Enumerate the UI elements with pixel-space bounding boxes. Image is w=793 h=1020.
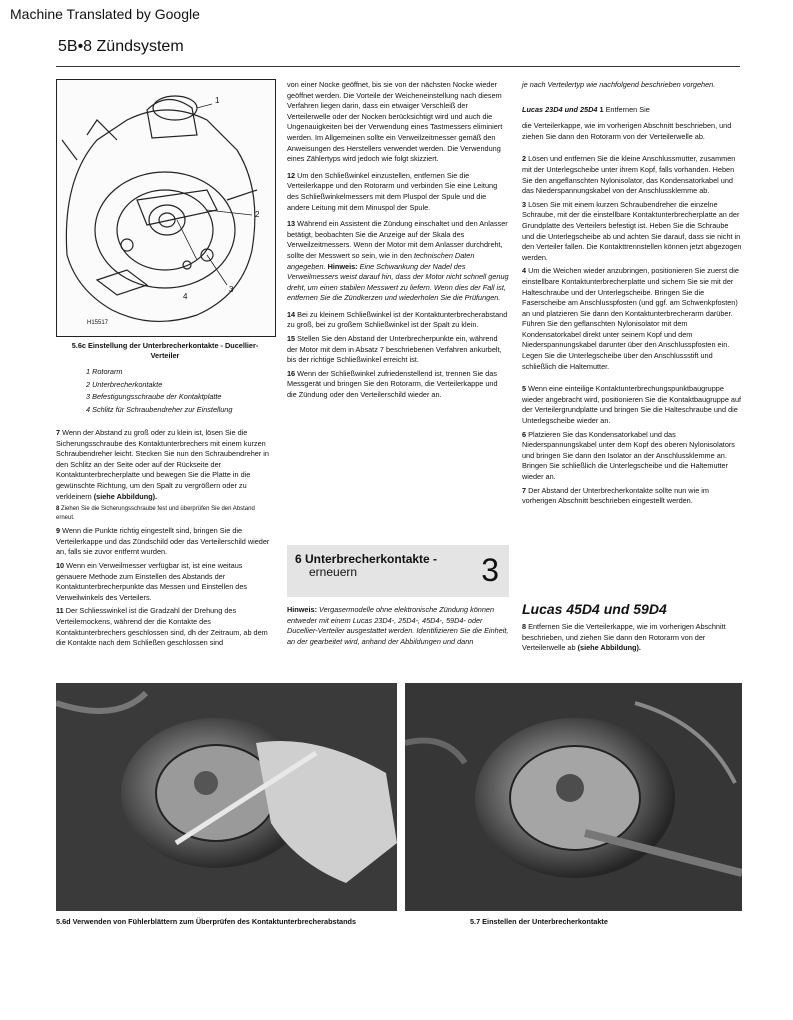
figure-caption-56c: 5.6c Einstellung der Unterbrecherkontakte - Ducellier-Verteiler — [71, 341, 259, 360]
para-num: 8 — [522, 622, 527, 631]
para-text: Platzieren Sie das Kondensatorkabel und das Niederspannungskabel unter dem Kopf des oberen Nylonisolators und bringen Sie dann den Isolator an der Anschlussklemme an. Bringen Sie schließlich die Unterlegscheibe und die Haltemutter wieder an. — [522, 429, 735, 481]
para-text: Der Abstand der Unterbrecherkontakte sollte nun wie im vorherigen Abschnitt beschrieben eingestellt werden. — [522, 485, 709, 506]
photo-feeler-gauge — [56, 683, 397, 911]
paragraph-9 — [56, 526, 274, 558]
para-num: 5 — [522, 384, 527, 394]
para-num: 7 — [56, 428, 61, 437]
legend-item: 2 Unterbrecherkontakte — [86, 379, 163, 389]
para-text: Der Schliesswinkel ist die Gradzahl der Drehung des Verteilernockens, während der die Kontakte des Kontaktunterbrechers geschlossen sind, dh der Zeitraum, ab dem die Kontakte nach dem Schließen geschlossen sind — [56, 606, 268, 648]
para-num: 9 — [56, 526, 61, 536]
photo-caption-1: 5.6d Verwenden von Fühlerblättern zum Überprüfen des Kontaktunterbrecherabstands — [56, 917, 357, 926]
figure-marker-4: 4 — [183, 292, 188, 301]
legend-item: 1 Rotorarm — [86, 367, 123, 376]
paragraph-12 — [287, 171, 509, 213]
para-num: 15 — [287, 334, 296, 344]
paragraph-14 — [287, 310, 509, 331]
lucas-45d4-heading: Lucas 45D4 und 59D4 — [522, 601, 667, 617]
hinweis-paragraph — [287, 605, 509, 647]
paragraph-15 — [287, 334, 509, 366]
para-num: 14 — [287, 309, 296, 319]
para-num: 8 — [56, 506, 60, 513]
machine-translated-note: Machine Translated by Google — [10, 6, 200, 22]
column-3-text — [522, 80, 742, 510]
section-title: 6 Unterbrecherkontakte - — [295, 552, 438, 566]
para-num: 4 — [522, 266, 527, 276]
para-num: 12 — [287, 170, 296, 180]
page-title: 5B•8 Zündsystem — [58, 38, 184, 55]
photo-adjusting-contacts — [405, 683, 742, 911]
paragraph-lucas-1 — [522, 105, 742, 116]
para-num: 6 — [522, 429, 527, 439]
para-text: Stellen Sie den Abstand der Unterbrecherpunkte ein, während der Motor mit dem in Absatz 7 beschriebenen Verfahren ankurbelt, bis der richtige Schließwinkel erreicht ist. — [287, 334, 502, 365]
para-num: 7 — [522, 485, 527, 495]
figure-marker-3: 3 — [229, 285, 234, 294]
hinweis-label: Hinweis: — [327, 261, 358, 271]
para-text: Entfernen Sie — [605, 104, 650, 114]
para-text: Um den Schließwinkel einzustellen, entfernen Sie die Verteilerkappe und den Rotorarm und verbinden Sie eine Leitung des Schließwinkelmessers mit dem Pluspol der Spule und die andere Leitung mit dem Minuspol der Spule. — [287, 170, 498, 212]
figure-ref-code: H15517 — [87, 320, 109, 326]
para-num: 1 — [599, 104, 604, 114]
figure-marker-2: 2 — [255, 210, 260, 219]
header-rule — [56, 66, 740, 67]
para-num: 2 — [522, 154, 527, 164]
para-text: Während ein Assistent die Zündung einschaltet und den Anlasser betätigt, beobachten Sie die Anzeige auf der Skala des Verweilzeitmessers. Wenn der Motor mit dem Anlasser durchdreht, sollte der Messwert so sein, wie in den — [287, 219, 508, 260]
para-ref: (siehe Abbildung). — [577, 643, 641, 653]
paragraph-11 — [56, 606, 274, 648]
paragraph-lucas-6 — [522, 430, 742, 483]
photo-illustration — [56, 683, 397, 911]
photo-illustration — [405, 683, 742, 911]
para-text: Wenn der Abstand zu groß oder zu klein ist, lösen Sie die Sicherungsschraube des Kontaktunterbrechers mit einem kurzen Schraubendreher leicht. Stecken Sie nun den Schraubendreher in den Schlitz an der Seite oder auf der Rückseite der Kontaktunterbrecherplatte und bewegen Sie die Platte in die gewünschte Richtung, um den Spalt zu vergrößern oder zu verkleinern — [56, 428, 269, 501]
para-text: Entfernen Sie die Verteilerkappe, wie im vorherigen Abschnitt beschrieben, und ziehen Sie dann den Rotorarm von der Verteilerwelle ab — [522, 622, 726, 653]
para-text: Um die Weichen wieder anzubringen, positionieren Sie zuerst die einstellbare Kontaktunterbrecherplatte und sichern Sie sie mit der Halteschraube und der Unterlegscheibe. Bringen Sie die Faserscheibe am Anschlusspfosten (und ggf. am Schwenkpfosten) an und platzieren Sie dann den Kontaktunterbrecherarm darüber. Führen Sie den geflanschten Nylonisolator mit dem Kondensatorkabel direkt unter seinem Kopf und dem Niederspannungskabel darunter über den Anschlusspfosten ein. Legen Sie die Unterlegscheibe über den Anschlussstift und schließlich die Haltemutter. — [522, 266, 739, 371]
legend-item: 3 Befestigungsschraube der Kontaktplatte — [86, 392, 222, 401]
para-ref: (siehe Abbildung). — [93, 491, 158, 501]
para-text: Wenn die Punkte richtig eingestellt sind, bringen Sie die Verteilerkappe und das Zündschild oder das Verteilerschild wieder an, falls sie zuvor entfernt wurden. — [56, 526, 270, 557]
figure-distributor-diagram — [56, 79, 276, 337]
section-6-note — [287, 605, 509, 650]
legend-item: 4 Schlitz für Schraubendreher zur Einstellung — [86, 404, 233, 414]
para-num: 10 — [56, 560, 65, 570]
sub-heading: Lucas 23D4 und 25D4 — [522, 104, 598, 114]
section-6-heading — [287, 545, 509, 597]
paragraph-lucas-3 — [522, 200, 742, 264]
paragraph-lucas-1b — [522, 121, 742, 142]
paragraph-lucas-7 — [522, 486, 742, 507]
photo-caption-2: 5.7 Einstellen der Unterbrecherkontakte — [470, 917, 608, 926]
paragraph-13 — [287, 219, 509, 304]
para-text: Ziehen Sie die Sicherungsschraube fest und überprüfen Sie den Abstand erneut. — [56, 506, 255, 522]
difficulty-number: 3 — [481, 552, 499, 588]
hinweis-text: Vergasermodelle ohne elektronische Zündung können entweder mit einem Lucas 23D4-, 25D4-, 45D4-, 59D4- oder Ducellier-Verteiler ausgestattet werden. Identifizieren Sie die Einheit, an der gearbeitet wird, anhand der Abbildungen und dann — [287, 605, 509, 646]
figure-marker-1: 1 — [215, 96, 220, 105]
para-text: Wenn der Schließwinkel zufriedenstellend ist, trennen Sie das Messgerät und bringen Sie den Rotorarm, die Verteilerkappe und die Zündung oder den Verteilerschild wieder an. — [287, 368, 498, 400]
distributor-illustration — [57, 80, 275, 336]
paragraph-lucas-8 — [522, 622, 742, 654]
paragraph-lucas-4 — [522, 266, 742, 372]
paragraph-11-cont — [287, 80, 509, 165]
column-3-lower-text — [522, 622, 742, 657]
para-italic: Eine Schwankung der Nadel des Verweilmessers weist darauf hin, dass der Motor nicht schnell genug dreht, um einen stabilen Messwert zu liefern. Wenn dies der Fall ist, entfernen Sie die Zündkerzen und wiederholen Sie die Prüfungen. — [287, 261, 509, 303]
para-text: Bei zu kleinem Schließwinkel ist der Kontaktunterbrecherabstand zu groß, bei zu großem Schließwinkel ist der Spalt zu klein. — [287, 309, 508, 330]
para-text: Wenn ein Verweilmesser verfügbar ist, ist eine weitaus genauere Methode zum Einstellen des Abstands der Kontaktunterbrecherpunkte das Messen und Einstellen des Verweilwinkels des Verteilers. — [56, 560, 248, 602]
column-2-text — [287, 80, 509, 404]
hinweis-label: Hinweis: — [287, 605, 318, 614]
para-italic: technischen Daten angegeben. — [287, 250, 475, 271]
para-text: Lösen und entfernen Sie die kleine Anschlussmutter, zusammen mit der Unterlegscheibe unter ihrem Kopf, falls vorhanden. Heben Sie den angeflanschten Nylonisolator, das Kondensatorkabel und das Niederspannungskabel von der Anschlussklemme ab. — [522, 154, 736, 196]
figure-legend — [86, 366, 232, 416]
paragraph-7 — [56, 428, 274, 502]
para-num: 16 — [287, 368, 296, 378]
intro-line: je nach Verteilertyp wie nachfolgend beschrieben vorgehen. — [522, 80, 716, 89]
paragraph-16 — [287, 369, 509, 401]
para-text: von einer Nocke geöffnet, bis sie von der nächsten Nocke wieder geöffnet werden. Die Vorteile der Weicheneinstellung nach diesem Verfahren liegen darin, dass ein etwaiger Verschleiß der Verteilerwelle oder der Nocken berücksichtigt wird und auch die Ungenauigkeiten bei der Verwendung eines Tastmessers eliminiert werden. Im Allgemeinen sollte ein Verweilzeitmesser gemäß den Anweisungen des Herstellers verwendet werden. Die Verwendung eines Zählertyps wird jedoch wie folgt skizziert. — [287, 80, 503, 164]
paragraph-10 — [56, 561, 274, 603]
para-num: 11 — [56, 606, 64, 616]
para-text: Wenn eine einteilige Kontaktunterbrechungspunktbaugruppe wieder angebracht wird, positionieren Sie die Kontaktbaugruppe auf der Verteilergrundplatte und bringen Sie die Halteschraube und die Unterlegscheibe wieder an. — [522, 384, 742, 426]
section-subtitle: erneuern — [309, 565, 358, 579]
paragraph-8 — [56, 505, 274, 523]
para-text: die Verteilerkappe, wie im vorherigen Abschnitt beschrieben, und ziehen Sie dann den Rotorarm von der Verteilerwelle ab. — [522, 121, 732, 141]
para-text: Lösen Sie mit einem kurzen Schraubendreher die einzelne Schraube, mit der die einstellbare Kontaktunterbrecherplatte an der Grundplatte des Verteilers befestigt ist. Heben Sie die Schraube und die Unterlegscheibe ab und achten Sie darauf, dass sie nicht in den Verteiler fallen. Die Kontakttrennstellen können jetzt abgezogen werden. — [522, 199, 742, 262]
column-1-text — [56, 428, 274, 652]
para-num: 3 — [522, 199, 527, 209]
paragraph-lucas-5 — [522, 384, 742, 426]
para-num: 13 — [287, 219, 296, 229]
paragraph-lucas-2 — [522, 154, 742, 196]
